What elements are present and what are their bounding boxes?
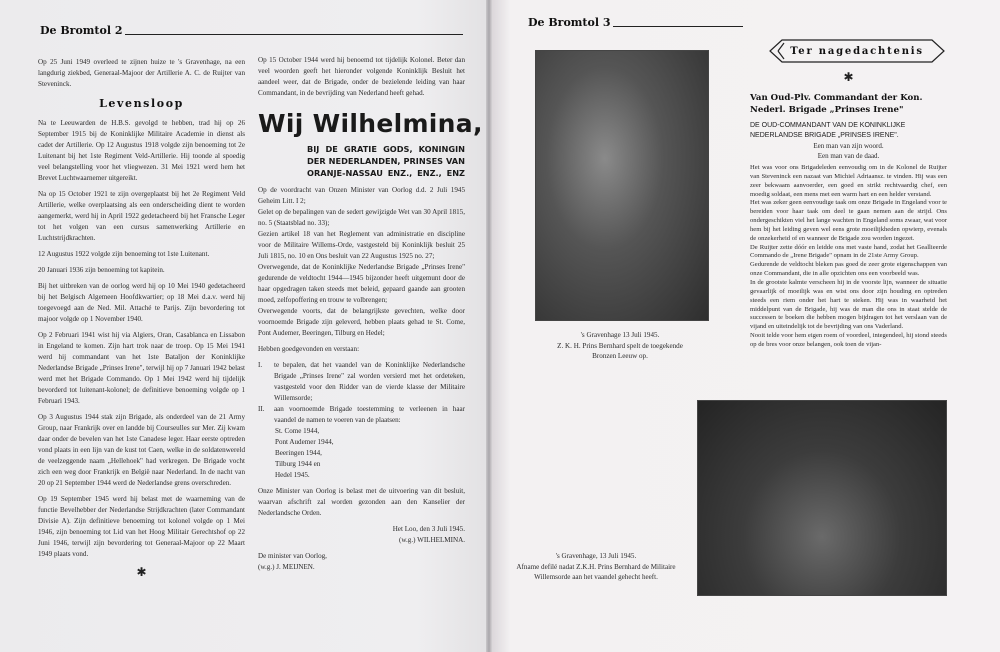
photo2-caption	[500, 551, 692, 583]
royal-signature: (w.g.) WILHELMINA.	[399, 536, 465, 544]
consideration: Gelet op de bepalingen van de sedert gewijzigde Wet van 30 April 1815, no. 5 (Staatsblad no. 33);	[258, 208, 465, 227]
memorial-heading: Van Oud-Plv. Commandant der Kon. Nederl. Brigade „Prinses Irene"	[750, 93, 923, 115]
motto-line: Een man van zijn woord.	[813, 142, 884, 150]
left-column	[38, 57, 245, 579]
decree-articles	[258, 360, 465, 426]
bio-paragraph: 12 Augustus 1922 volgde zijn benoeming tot 1ste Luitenant.	[38, 250, 210, 258]
article-number: II.	[258, 405, 265, 413]
decree-subtitle: BIJ DE GRATIE GODS, KONINGIN DER NEDERLANDEN, PRINSES VAN ORANJE-NASSAU ENZ., ENZ., ENZ	[307, 144, 465, 178]
banner-title: Ter nagedachtenis	[790, 45, 924, 57]
photo1-caption	[515, 330, 725, 362]
running-head-left	[40, 24, 463, 37]
bio-paragraph: Op 2 Februari 1941 wist hij via Algiers, Oran, Casablanca en Lissabon in Engeland te komen. Zijn hart trok naar de troep. Op 15 Mei 1941 werd hij commandant van het 1ste Bataljon der Koninklijke Nederlandse Brigade „Prinses Irene", terwijl hij op 7 Januari 1942 belast werd met het Brigade Commando. Op 1 Mei 1942 werd hij tijdelijk bevorderd tot luitenant-kolonel; de definitieve benoeming volgde op 1 Februari 1943.	[38, 331, 245, 405]
bio-paragraph: Op 19 September 1945 werd hij belast met de waarneming van de functie Bevelhebber der Nederlandse Strijdkrachten (later Commandant Divisie A). Zijn definitieve benoeming tot kolonel volgde op 1 Mei 1946, zijn benoeming tot Lid van het Hoog Militair Gerechtshof op 22 Juni 1946, terwijl zijn bevordering tot Generaal-Majoor op 22 Maart 1949 plaats vond.	[38, 495, 245, 558]
consideration: Op de voordracht van Onzen Minister van Oorlog d.d. 2 Juli 1945 Geheim Litt. I 2;	[258, 186, 465, 205]
memorial-paragraph: Nooit telde voor hem eigen roem of voordeel, integendeel, hij stond steeds op de bres voor onze belangen, ook toen de vijan-	[750, 332, 947, 348]
article	[258, 404, 465, 426]
memorial-column	[750, 38, 947, 350]
intro-paragraph: Op 25 Juni 1949 overleed te zijnen huize te 's Gravenhage, na een langdurig ziekbed, Generaal-Majoor der Artillerie A. C. de Ruijter van Steveninck.	[38, 58, 245, 88]
running-head-text: De Bromtol 2	[40, 24, 123, 37]
section-heading: Levensloop	[99, 97, 184, 110]
middle-column	[258, 55, 483, 573]
bio-paragraph: Na te Leeuwarden de H.B.S. gevolgd te hebben, trad hij op 26 September 1915 bij de Koninklijke Militaire Academie in dienst als cadet der Artillerie. Op 12 Augustus 1918 volgde zijn benoeming tot 2e Luitenant bij het 1ste Regiment Veld-Artillerie. Hij toonde al spoedig veel belangstelling voor het vliegwezen. 31 Mei 1921 werd hem het Brevet Luchtwaarnemer uitgereikt.	[38, 119, 245, 182]
place: Tilburg 1944 en	[275, 460, 321, 468]
memorial-paragraph: Het was voor ons Brigadeleden eenvoudig om in de Kolonel de Ruijter van Steveninck een nazaat van Michiel Adriaansz. te vinden. Hij was een zeer bekwaam aanvoerder, een goed en strikt rechtvaardig chef, een moedig soldaat, een mens met een warm hart en een helder verstand.	[750, 164, 947, 198]
caption-date: 's Gravenhage, 13 Juli 1945.	[555, 552, 637, 560]
header-rule	[125, 34, 463, 35]
page-fold	[486, 0, 492, 652]
consideration: Overwegende, dat de Koninklijke Nederlandse Brigade „Prinses Irene" gedurende de veldtocht 1944—1945 bijzonder heeft uitgemunt door de haar opgedragen taken steeds met beleid, gepaard gaande aan grooten moed, zelfopoffering en trouw te volbrengen;	[258, 263, 465, 304]
decree-title: Wij Wilhelmina,	[258, 109, 483, 138]
caption-text: Z. K. H. Prins Bernhard spelt de toegekende Bronzen Leeuw op.	[557, 341, 683, 360]
decree-resolved: Hebben goedgevonden en verstaan:	[258, 345, 360, 353]
place: Beeringen 1944,	[275, 449, 322, 457]
consideration: Gezien artikel 18 van het Reglement van administratie en discipline voor de Militaire Willems-Orde, vastgesteld bij Koninklijk besluit 25 Juli 1815, no. 10 en Ons besluit van 22 Augustus 1925 no. 27;	[258, 230, 465, 260]
decree-intro: Op 15 October 1944 werd hij benoemd tot tijdelijk Kolonel. Beter dan veel woorden geeft het hieronder volgende Koninklijk Besluit het aandeel weer, dat de Brigade, onder de bezielende leiding van haar Commandant, in de bevrijding van Nederland heeft gehad.	[258, 56, 465, 97]
article	[258, 360, 465, 404]
decree-closing: Onze Minister van Oorlog is belast met de uitvoering van dit besluit, waarvan afschrift zal worden gezonden aan den Kanselier der Nederlandsche Orden.	[258, 487, 465, 517]
motto-line: Een man van de daad.	[817, 151, 880, 160]
place: St. Come 1944,	[275, 427, 320, 435]
star-ornament-icon: ✱	[136, 565, 147, 579]
photo-prince-bernhard-decorating	[535, 50, 709, 321]
decree-considerations	[258, 185, 465, 339]
running-head-text: De Bromtol 3	[528, 16, 611, 29]
memorial-banner	[768, 38, 946, 64]
memorial-paragraph: In de grootste kalmte verscheen hij in de voorste lijn, wanneer de situatie gevaarlijk of moeilijk was en wist ons door zijn houding en optreden steeds een riem onder het hart te steken. Hij was in waarheid het middelpunt van de Brigade, hij was de man die ons in staat stelde de successen te boeken die hebben mogen bijdragen tot het verslaan van de vijand en uiteindelijk tot de bevrijding van ons Vaderland.	[750, 278, 947, 331]
star-ornament-icon: ✱	[843, 70, 854, 84]
article-text: te bepalen, dat het vaandel van de Koninklijke Nederlandsche Brigade „Prinses Irene" zal worden versierd met het ordeteken, vastgesteld voor den Ridder van de vierde klasse der Militaire Willemsorde;	[274, 361, 465, 402]
bio-paragraph: Bij het uitbreken van de oorlog werd hij op 10 Mei 1940 gedetacheerd bij het Belgisch Algemeen Hoofdkwartier; op 18 Mei d.a.v. werd hij toegevoegd aan de Ned. Mil. Attaché te Parijs. Zijn bevordering tot majoor volgde op 1 November 1940.	[38, 282, 245, 323]
memorial-caps: DE OUD-COMMANDANT VAN DE KONINKLIJKE NEDERLANDSE BRIGADE „PRINSES IRENE".	[750, 122, 906, 139]
memorial-motto	[750, 142, 947, 161]
bio-paragraph: 20 Januari 1936 zijn benoeming tot kapitein.	[38, 266, 165, 274]
memorial-body	[750, 164, 947, 350]
bio-paragraph: Op 3 Augustus 1944 stak zijn Brigade, als onderdeel van de 21 Army Group, naar Frankrijk over en landde bij Courseulles sur Mer. Zij kwam daar onder de bevelen van het 1ste Canadese leger. Haar eerste optreden vond plaats in een lijn van de kust tot Caen, welke in de soldatenwereld de veelzeggende naam „Hellehoek" had verkregen. De Brigade vocht zich een weg door Frankrijk en België naar Nederland. In de nacht van 20 op 21 September 1944 werd de Nederlandse grens overschreden.	[38, 413, 245, 487]
article-number: I.	[258, 361, 263, 369]
consideration: Overwegende voorts, dat de belangrijkste gevechten, welke door voornoemde Brigade zijn geleverd, hebben plaats gehad te St. Come, Pont Audemer, Beeringen, Tilburg en Hedel;	[258, 307, 465, 337]
memorial-paragraph: Het was zeker geen eenvoudige taak om onze Brigade in Engeland voor te bereiden voor haar taak om deel te gaan nemen aan de strijd. Ons ondergeschikten viel het lange wachten in Engeland soms zwaar, wat voor hem bij het leiding geven wel eens grote moeilijkheden opwierp, evenals de onzekerheid of en wanneer de Brigade zou worden ingezet.	[750, 199, 947, 242]
place-date: Het Loo, den 3 Juli 1945.	[392, 525, 465, 533]
photo-parade-car	[697, 400, 947, 596]
place: Pont Audemer 1944,	[275, 438, 334, 446]
article-text: aan voornoemde Brigade toestemming te verleenen in haar vaandel de namen te voeren van de plaatsen:	[274, 405, 465, 424]
header-rule	[613, 26, 743, 27]
running-head-right	[528, 16, 743, 29]
memorial-paragraph: Gedurende de veldtocht bleken pas goed de zeer grote eigenschappen van onze Commandant, die in alle opzichten ons een voorbeeld was.	[750, 261, 947, 278]
bio-paragraph: Na op 15 October 1921 te zijn overgeplaatst bij het 2e Regiment Veld Artillerie, welke overplaatsing als een onderscheiding dient te worden aangemerkt, werd hij in April 1922 gedetacheerd bij het Fransche Leger tot het volgen van een cursus samenwerking Artillerie en Luchtstrijdkrachten.	[38, 190, 245, 242]
caption-text: Afname defilé nadat Z.K.H. Prins Bernhard de Militaire Willemsorde aan het vaandel gehecht heeft.	[516, 562, 676, 581]
place: Hedel 1945.	[275, 471, 310, 479]
minister-title: De minister van Oorlog,	[258, 552, 327, 560]
places-list	[258, 426, 465, 481]
minister-signature: (w.g.) J. MEIJNEN.	[258, 563, 315, 571]
caption-date: 's Gravenhage 13 Juli 1945.	[580, 331, 660, 339]
memorial-paragraph: De Ruijter zette dóór en leidde ons met vaste hand, zodat het Geallieerde Commando de „Irene Brigade" opnam in de 21ste Army Group.	[750, 243, 947, 260]
